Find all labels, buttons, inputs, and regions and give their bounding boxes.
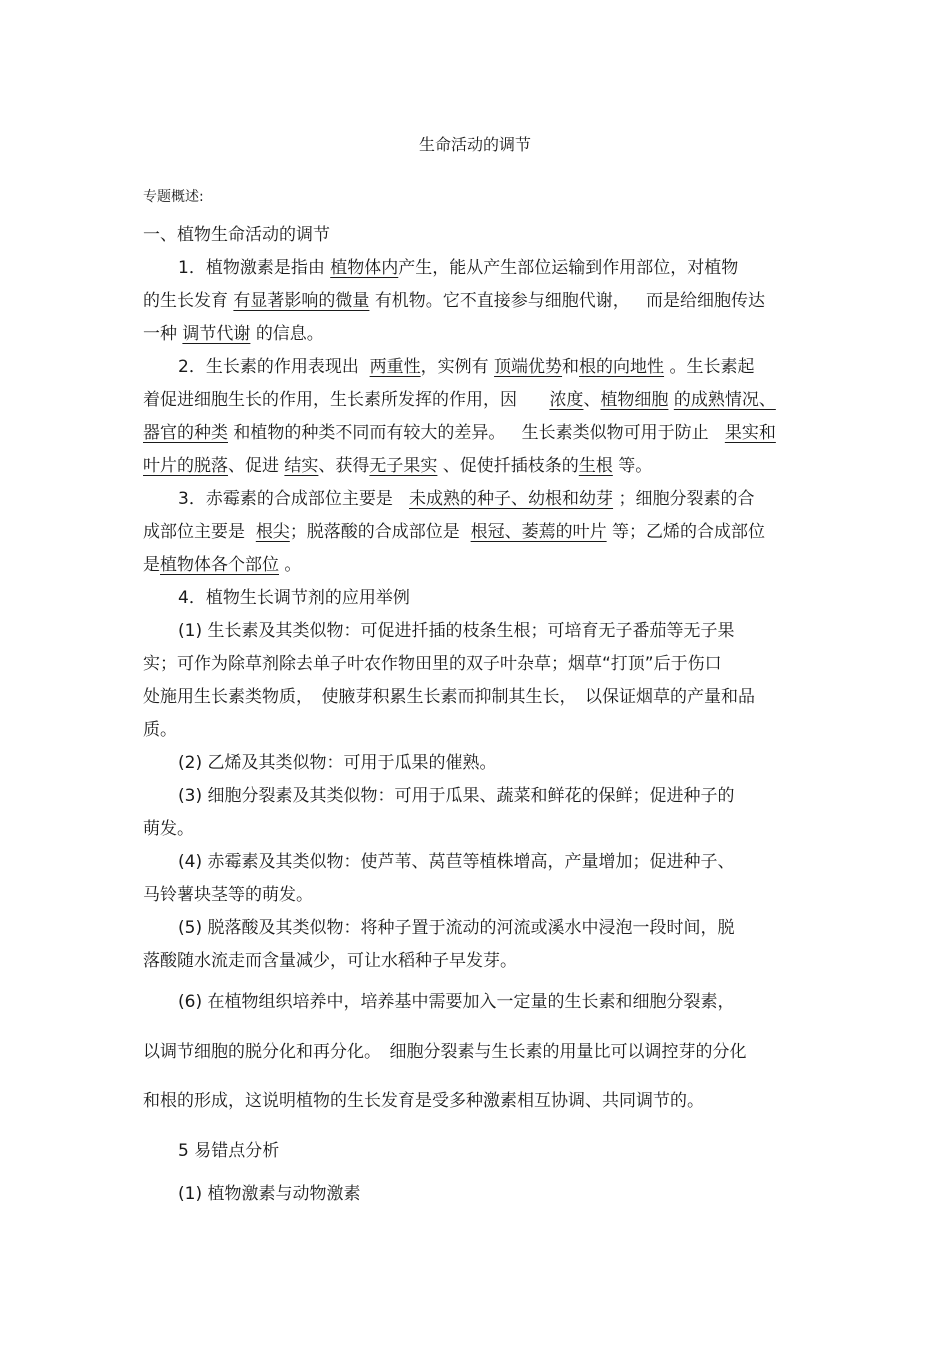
item-6-line-3: 和根的形成，这说明植物的生长发育是受多种激素相互协调、共同调节的。 xyxy=(143,1091,704,1111)
item-3-line-1: (3) 细胞分裂素及其类似物：可用于瓜果、蔬菜和鲜花的保鲜；促进种子的 xyxy=(178,786,735,806)
section-5-heading: 5 易错点分析 xyxy=(178,1141,280,1161)
paragraph-2-line-3: 器官的种类 和植物的种类不同而有较大的差异。 生长素类似物可用于防止 果实和 xyxy=(143,423,776,443)
paragraph-1-line-1: 1．植物激素是指由 植物体内产生，能从产生部位运输到作用部位，对植物 xyxy=(178,258,739,278)
page-title: 生命活动的调节 xyxy=(418,135,531,154)
blank-answer: 顶端优势 xyxy=(494,357,563,377)
blank-answer: 两重性 xyxy=(369,357,421,377)
section-5-item-1: (1) 植物激素与动物激素 xyxy=(178,1184,361,1204)
item-6-line-1: (6) 在植物组织培养中，培养基中需要加入一定量的生长素和细胞分裂素， xyxy=(178,992,735,1012)
blank-answer: 根的向地性 xyxy=(579,357,665,377)
paragraph-1-line-3: 一种 调节代谢 的信息。 xyxy=(143,324,324,344)
paragraph-2-line-1: 2．生长素的作用表现出 两重性，实例有 顶端优势和根的向地性 。生长素起 xyxy=(178,357,755,377)
overview-label: 专题概述: xyxy=(143,189,204,205)
item-4-line-2: 马铃薯块茎等的萌发。 xyxy=(143,885,313,905)
blank-answer: 根冠、萎蔫的叶片 xyxy=(470,522,607,542)
blank-answer: 植物体内 xyxy=(330,258,399,278)
paragraph-1-line-2: 的生长发育 有显著影响的微量 有机物。它不直接参与细胞代谢， 而是给细胞传达 xyxy=(143,291,766,311)
blank-answer: 浓度 xyxy=(549,390,584,410)
blank-answer: 调节代谢 xyxy=(182,324,251,344)
paragraph-2-line-4: 叶片的脱落、促进 结实、获得无子果实 、促使扦插枝条的生根 等。 xyxy=(143,456,653,476)
blank-answer: 结实 xyxy=(284,456,319,476)
item-3-line-2: 萌发。 xyxy=(143,819,194,839)
item-2-line-1: (2) 乙烯及其类似物：可用于瓜果的催熟。 xyxy=(178,753,497,773)
blank-answer: 无子果实 xyxy=(369,456,438,476)
blank-answer: 植物体各个部位 xyxy=(160,555,279,575)
item-1-line-2: 实；可作为除草剂除去单子叶农作物田里的双子叶杂草；烟草“打顶”后于伤口 xyxy=(143,654,722,674)
blank-answer: 有显著影响的微量 xyxy=(233,291,370,311)
item-1-line-4: 质。 xyxy=(143,720,177,740)
item-5-line-1: (5) 脱落酸及其类似物：将种子置于流动的河流或溪水中浸泡一段时间，脱 xyxy=(178,918,735,938)
item-1-line-3: 处施用生长素类物质， 使腋芽积累生长素而抑制其生长， 以保证烟草的产量和品 xyxy=(143,687,755,707)
blank-answer: 果实和 xyxy=(724,423,776,443)
item-6-line-2: 以调节细胞的脱分化和再分化。 细胞分裂素与生长素的用量比可以调控芽的分化 xyxy=(143,1042,747,1062)
blank-answer: 叶片的脱落 xyxy=(143,456,228,476)
section-heading: 一、植物生命活动的调节 xyxy=(143,225,330,245)
paragraph-2-line-2: 着促进细胞生长的作用，生长素所发挥的作用，因 浓度、植物细胞 的成熟情况、 xyxy=(143,390,776,410)
paragraph-3-line-1: 3．赤霉素的合成部位主要是 未成熟的种子、幼根和幼芽 ；细胞分裂素的合 xyxy=(178,489,755,509)
paragraph-3-line-2: 成部位主要是 根尖；脱落酸的合成部位是 根冠、萎蔫的叶片 等；乙烯的合成部位 xyxy=(143,522,766,542)
item-5-line-2: 落酸随水流走而含量减少，可让水稻种子早发芽。 xyxy=(143,951,517,971)
paragraph-4-heading: 4．植物生长调节剂的应用举例 xyxy=(178,588,410,608)
item-4-line-1: (4) 赤霉素及其类似物：使芦苇、莴苣等植株增高，产量增加；促进种子、 xyxy=(178,852,735,872)
blank-answer: 生根 xyxy=(578,456,613,476)
blank-answer: 根尖 xyxy=(255,522,290,542)
blank-answer: 器官的种类 xyxy=(143,423,228,443)
blank-answer: 未成熟的种子、幼根和幼芽 xyxy=(409,489,614,509)
paragraph-3-line-3: 是植物体各个部位 。 xyxy=(143,555,302,575)
blank-answer: 植物细胞 xyxy=(600,390,669,410)
item-1-line-1: (1) 生长素及其类似物：可促进扦插的枝条生根；可培育无子番茄等无子果 xyxy=(178,621,735,641)
blank-answer: 的成熟情况、 xyxy=(673,390,776,410)
